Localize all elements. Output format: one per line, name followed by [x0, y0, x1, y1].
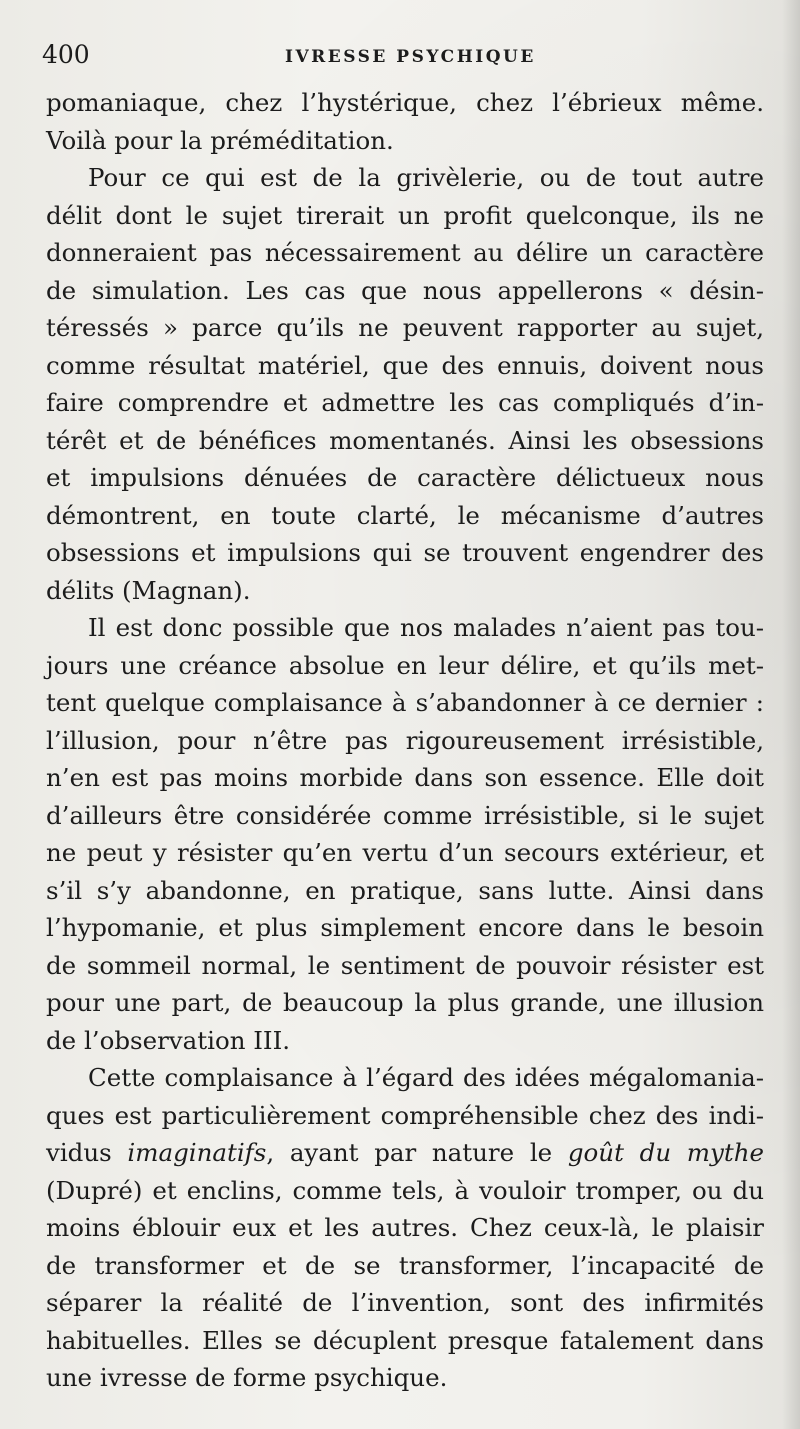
text-line: n’en est pas moins morbide dans son essence. Elle doit — [46, 763, 764, 792]
running-head: IVRESSE PSYCHIQUE — [285, 47, 536, 67]
text-line: jours une créance absolue en leur délire, et qu’ils met- — [46, 650, 764, 680]
text-line: téressés » parce qu’ils ne peuvent rapporter au sujet, — [46, 313, 764, 342]
text-line: délit dont le sujet tirerait un profit quelconque, ils ne — [46, 200, 764, 230]
text-line: ques est particulièrement compréhensible chez des indi- — [46, 1100, 764, 1130]
text-line: démontrent, en toute clarté, le mécanisme d’autres — [46, 500, 764, 530]
text-line: délits (Magnan). — [46, 575, 251, 605]
text-line: Il est donc possible que nos malades n’aient pas tou- — [88, 613, 764, 642]
text-line: tent quelque complaisance à s’abandonner à ce dernier : — [46, 688, 764, 717]
italic-term: imaginatifs — [127, 1138, 267, 1167]
italic-term: goût du mythe — [567, 1138, 764, 1167]
text-line: faire comprendre et admettre les cas compliqués d’in- — [46, 388, 764, 417]
text-line: séparer la réalité de l’invention, sont des infirmités — [46, 1288, 764, 1317]
text-line: habituelles. Elles se décuplent presque fatalement dans — [46, 1325, 764, 1355]
page-edge-shadow — [782, 0, 800, 1429]
text-span: , ayant par nature le — [266, 1138, 568, 1167]
text-line: pomaniaque, chez l’hystérique, chez l’ébrieux même. — [46, 88, 764, 117]
text-line: (Dupré) et enclins, comme tels, à vouloir tromper, ou du — [46, 1175, 764, 1205]
text-line: l’illusion, pour n’être pas rigoureusement irrésistible, — [46, 725, 764, 755]
text-line: de l’observation III. — [46, 1025, 291, 1055]
text-line: l’hypomanie, et plus simplement encore dans le besoin — [46, 913, 764, 942]
page-header — [42, 40, 760, 76]
page-number: 400 — [42, 40, 90, 69]
text-line: de sommeil normal, le sentiment de pouvoir résister est — [46, 950, 764, 980]
text-line: obsessions et impulsions qui se trouvent engendrer des — [46, 538, 764, 567]
text-line-with-italics — [46, 1134, 764, 1172]
text-span: vidus — [46, 1138, 128, 1167]
text-line: térêt et de bénéfices momentanés. Ainsi les obsessions — [46, 425, 764, 455]
text-line: une ivresse de forme psychique. — [46, 1363, 448, 1392]
text-line: de simulation. Les cas que nous appellerons « désin- — [46, 275, 764, 305]
text-line: d’ailleurs être considérée comme irrésistible, si le sujet — [46, 800, 764, 830]
text-line: pour une part, de beaucoup la plus grande, une illusion — [46, 988, 764, 1017]
body-text — [46, 84, 764, 1397]
text-line: Voilà pour la préméditation. — [46, 125, 394, 155]
text-line: Cette complaisance à l’égard des idées mégalomania- — [88, 1063, 764, 1092]
text-line: de transformer et de se transformer, l’incapacité de — [46, 1250, 764, 1280]
text-line: et impulsions dénuées de caractère délictueux nous — [46, 463, 764, 492]
text-line: donneraient pas nécessairement au délire un caractère — [46, 238, 764, 267]
text-line: s’il s’y abandonne, en pratique, sans lutte. Ainsi dans — [46, 875, 764, 905]
text-line: ne peut y résister qu’en vertu d’un secours extérieur, et — [46, 838, 764, 867]
text-line: comme résultat matériel, que des ennuis, doivent nous — [46, 350, 764, 380]
text-line: moins éblouir eux et les autres. Chez ceux-là, le plaisir — [46, 1213, 764, 1242]
text-line: Pour ce qui est de la grivèlerie, ou de tout autre — [88, 163, 764, 192]
